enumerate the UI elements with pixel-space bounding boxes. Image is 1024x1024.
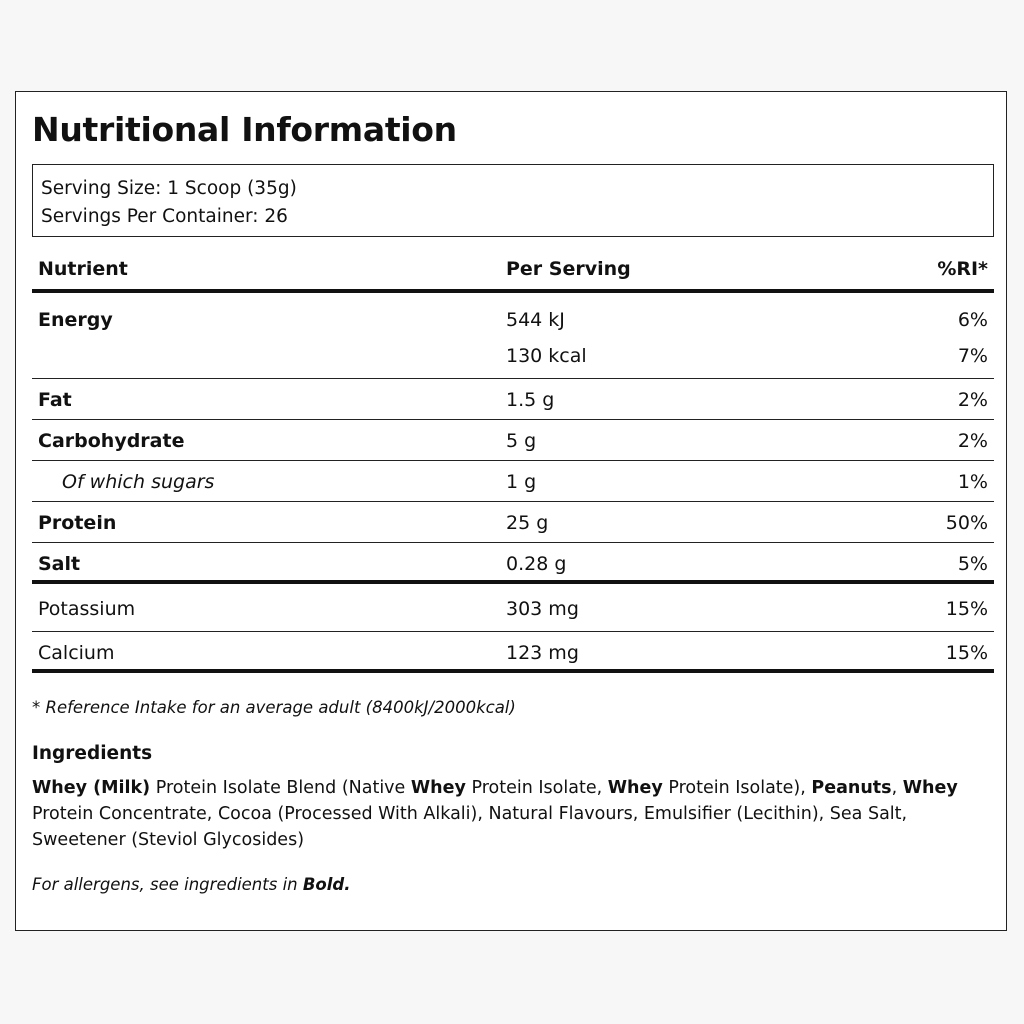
ingredient-text: , xyxy=(891,778,903,798)
nutrient-ri: 2% xyxy=(957,430,988,452)
nutrient-ri: 2% xyxy=(957,389,988,411)
serving-size: Serving Size: 1 Scoop (35g) xyxy=(41,178,297,199)
nutrient-amount: 130 kcal xyxy=(506,345,587,367)
table-row-energy-kj xyxy=(32,293,994,340)
ingredient-allergen: Whey xyxy=(902,778,958,798)
page-title: Nutritional Information xyxy=(32,110,457,149)
nutrient-name: Of which sugars xyxy=(62,471,215,493)
nutrient-name: Potassium xyxy=(38,598,136,620)
ingredient-allergen: Whey (Milk) xyxy=(32,778,151,798)
ingredients-line: Sweetener (Steviol Glycosides) xyxy=(32,830,305,850)
servings-per-container: Servings Per Container: 26 xyxy=(41,206,288,227)
table-row-salt xyxy=(32,543,994,584)
ingredients-text xyxy=(32,775,987,853)
nutrient-ri: 7% xyxy=(957,345,988,367)
table-row-fat xyxy=(32,379,994,420)
nutrient-ri: 50% xyxy=(945,512,988,534)
allergen-note-text: For allergens, see ingredients in xyxy=(32,875,303,894)
nutrient-name: Energy xyxy=(38,309,113,331)
nutrient-ri: 5% xyxy=(957,553,988,575)
nutrient-name: Salt xyxy=(38,553,81,575)
table-row-protein xyxy=(32,502,994,543)
table-row-calcium xyxy=(32,632,994,673)
nutrient-amount: 0.28 g xyxy=(506,553,567,575)
nutrient-amount: 544 kJ xyxy=(506,309,565,331)
table-row-carbohydrate xyxy=(32,420,994,461)
reference-intake-footnote: * Reference Intake for an average adult (8400kJ/2000kcal) xyxy=(32,698,516,717)
nutrient-amount: 1 g xyxy=(506,471,537,493)
nutrient-amount: 123 mg xyxy=(506,642,579,664)
allergen-note xyxy=(32,875,351,894)
allergen-note-emphasis: Bold. xyxy=(302,875,351,894)
nutrient-name: Calcium xyxy=(38,642,115,664)
ingredient-text: Protein Isolate Blend (Native xyxy=(150,778,411,798)
nutrient-ri: 15% xyxy=(945,642,988,664)
ingredients-heading: Ingredients xyxy=(32,743,153,764)
nutrient-amount: 1.5 g xyxy=(506,389,555,411)
ingredient-allergen: Whey xyxy=(607,778,663,798)
table-row-sugars xyxy=(32,461,994,502)
nutrition-table xyxy=(32,249,994,673)
ingredient-allergen: Peanuts xyxy=(811,778,892,798)
nutrient-amount: 25 g xyxy=(506,512,549,534)
ingredients-line xyxy=(32,775,987,801)
serving-info-box xyxy=(32,164,994,237)
nutrient-name: Carbohydrate xyxy=(38,430,185,452)
nutrient-ri: 6% xyxy=(957,309,988,331)
nutrient-ri: 15% xyxy=(945,598,988,620)
nutrient-amount: 303 mg xyxy=(506,598,579,620)
header-nutrient: Nutrient xyxy=(38,258,128,280)
nutrient-name: Protein xyxy=(38,512,117,534)
ingredient-text: Protein Isolate, xyxy=(465,778,608,798)
ingredient-allergen: Whey xyxy=(410,778,466,798)
ingredients-line: Protein Concentrate, Cocoa (Processed With Alkali), Natural Flavours, Emulsifier (Lecithin), Sea Salt, xyxy=(32,804,908,824)
nutrition-panel xyxy=(15,91,1007,931)
header-ri: %RI* xyxy=(937,258,988,280)
header-per-serving: Per Serving xyxy=(506,258,631,280)
nutrient-amount: 5 g xyxy=(506,430,537,452)
ingredient-text: Protein Isolate), xyxy=(662,778,812,798)
table-row-energy-kcal xyxy=(32,340,994,379)
table-row-potassium xyxy=(32,584,994,632)
table-header-row xyxy=(32,249,994,293)
nutrient-ri: 1% xyxy=(957,471,988,493)
nutrient-name: Fat xyxy=(38,389,72,411)
